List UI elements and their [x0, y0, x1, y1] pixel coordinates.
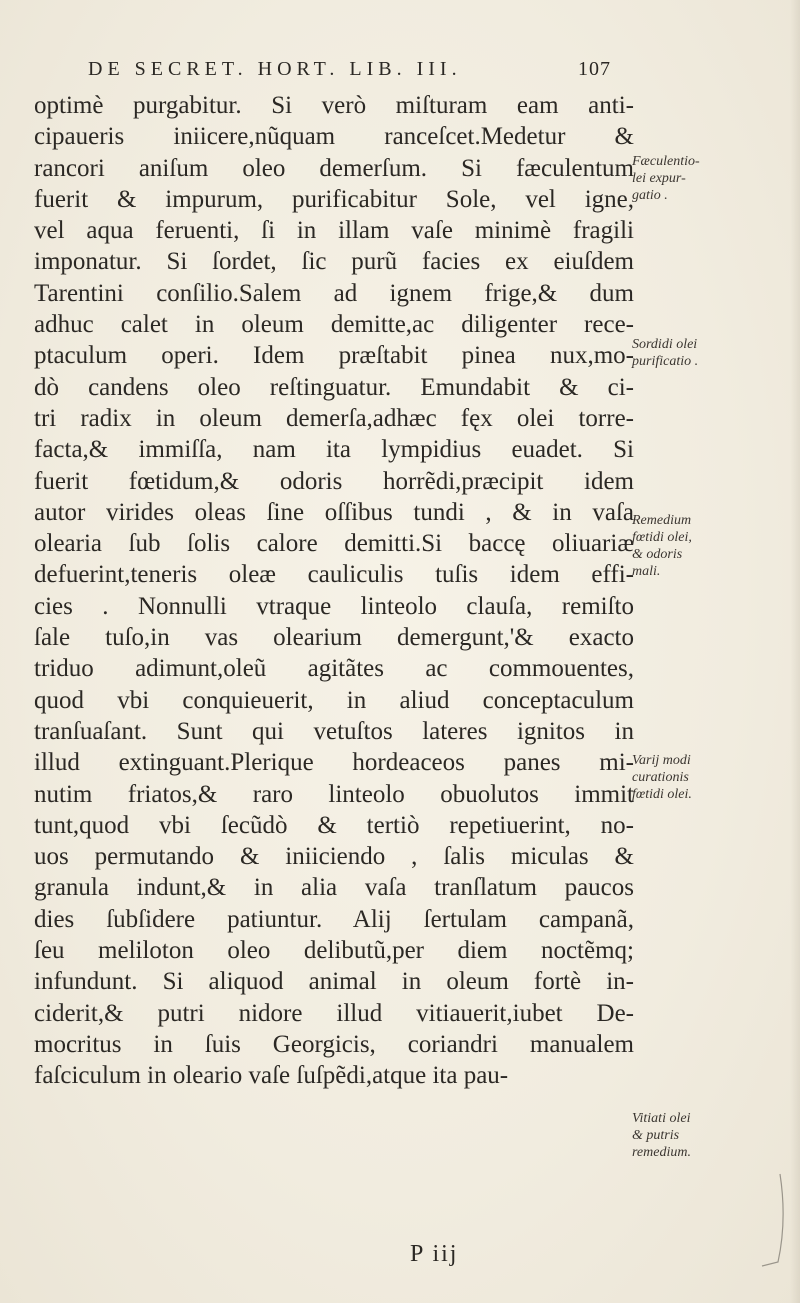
text-line: tunt,quod vbi ſecũdò & tertiò repetiuerint, no-: [34, 811, 634, 839]
margin-note-line: fœtidi olei,: [632, 530, 692, 545]
margin-note-line: Remedium: [632, 513, 692, 528]
text-line: nutim friatos,& raro linteolo obuolutos immit: [34, 780, 634, 808]
margin-note: [632, 752, 792, 803]
text-line: mocritus in ſuis Georgicis, coriandri manualem: [34, 1030, 634, 1058]
signature-mark: P iij: [410, 1241, 459, 1267]
margin-note-line: Fæculentio-: [632, 154, 700, 169]
text-line: tranſuaſant. Sunt qui vetuſtos lateres ignitos in: [34, 717, 634, 745]
running-title: DE SECRET. HORT. LIB. III.: [88, 58, 462, 80]
text-line: facta,& immiſſa, nam ita lympidius euadet. Si: [34, 436, 634, 464]
text-line: rancori aniſum oleo demerſum. Si fæculentum: [34, 154, 634, 182]
page-number: 107: [578, 58, 611, 80]
text-line: Tarentini conſilio.Salem ad ignem frige,& dum: [34, 279, 634, 307]
text-line: infundunt. Si aliquod animal in oleum fortè in-: [34, 968, 634, 996]
margin-note-line: curationis: [632, 770, 689, 785]
text-line: uos permutando & iniiciendo , ſalis miculas &: [34, 843, 634, 871]
margin-note-line: Sordidi olei: [632, 337, 698, 352]
margin-note-line: mali.: [632, 564, 661, 579]
text-line: optimè purgabitur. Si verò miſturam eam anti-: [34, 92, 634, 119]
text-line: ptaculum operi. Idem præſtabit pinea nux,mo-: [34, 342, 634, 370]
text-line: imponatur. Si ſordet, ſic purũ facies ex eiuſdem: [34, 248, 634, 276]
text-line: defuerint,teneris oleæ cauliculis tuſis idem effi-: [34, 561, 634, 589]
margin-note-line: purificatio .: [632, 354, 699, 369]
text-line: triduo adimunt,oleũ agitãtes ac commouentes,: [34, 655, 634, 683]
margin-note-line: & odoris: [632, 547, 683, 562]
text-line: olearia ſub ſolis calore demitti.Si baccę oliuariæ: [34, 530, 634, 558]
margin-note: [632, 512, 792, 580]
text-line: cipaueris iniicere,nũquam ranceſcet.Medetur &: [34, 123, 634, 151]
margin-note-line: Varij modi: [632, 753, 691, 768]
text-line: ciderit,& putri nidore illud vitiauerit,iubet De-: [34, 999, 634, 1027]
text-line: fuerit fœtidum,& odoris horrẽdi,præcipit idem: [34, 467, 634, 495]
margin-note-line: & putris: [632, 1128, 680, 1143]
margin-note-line: fœtidi olei.: [632, 787, 692, 802]
text-line: autor virides oleas ſine oſſibus tundi , & in vaſa: [34, 498, 634, 526]
margin-note-line: remedium.: [632, 1145, 691, 1160]
text-line: fuerit & impurum, purificabitur Sole, vel igne,: [34, 185, 634, 213]
running-header: [88, 58, 648, 88]
text-line: dò candens oleo reſtinguatur. Emundabit & ci-: [34, 373, 634, 401]
text-line: tri radix in oleum demerſa,adhæc fęx olei torre-: [34, 404, 634, 432]
margin-note: [632, 336, 792, 370]
text-line: adhuc calet in oleum demitte,ac diligenter rece-: [34, 311, 634, 339]
text-line: illud extinguant.Plerique hordeaceos panes mi-: [34, 749, 634, 777]
main-text-block: [34, 90, 634, 1092]
text-line: ſale tuſo,in vas olearium demergunt,'& exacto: [34, 624, 634, 652]
text-line: quod vbi conquieuerit, in aliud conceptaculum: [34, 686, 634, 714]
margin-note: [632, 1110, 792, 1161]
text-line: dies ſubſidere patiuntur. Alij ſertulam campanã,: [34, 905, 634, 933]
margin-note-line: lei expur-: [632, 171, 686, 186]
margin-note: [632, 153, 792, 204]
margin-note-line: gatio .: [632, 188, 668, 203]
text-line: faſciculum in oleario vaſe ſuſpẽdi,atque ita pau-: [34, 1062, 509, 1090]
margin-note-line: Vitiati olei: [632, 1111, 691, 1126]
text-line: vel aqua feruenti, ſi in illam vaſe minimè fragili: [34, 217, 634, 245]
text-line: granula indunt,& in alia vaſa tranſlatum paucos: [34, 874, 634, 902]
pencil-bracket-mark: [758, 1170, 788, 1270]
text-line: cies . Nonnulli vtraque linteolo clauſa, remiſto: [34, 592, 634, 620]
text-line: ſeu meliloton oleo delibutũ,per diem noctẽmq;: [34, 937, 634, 965]
